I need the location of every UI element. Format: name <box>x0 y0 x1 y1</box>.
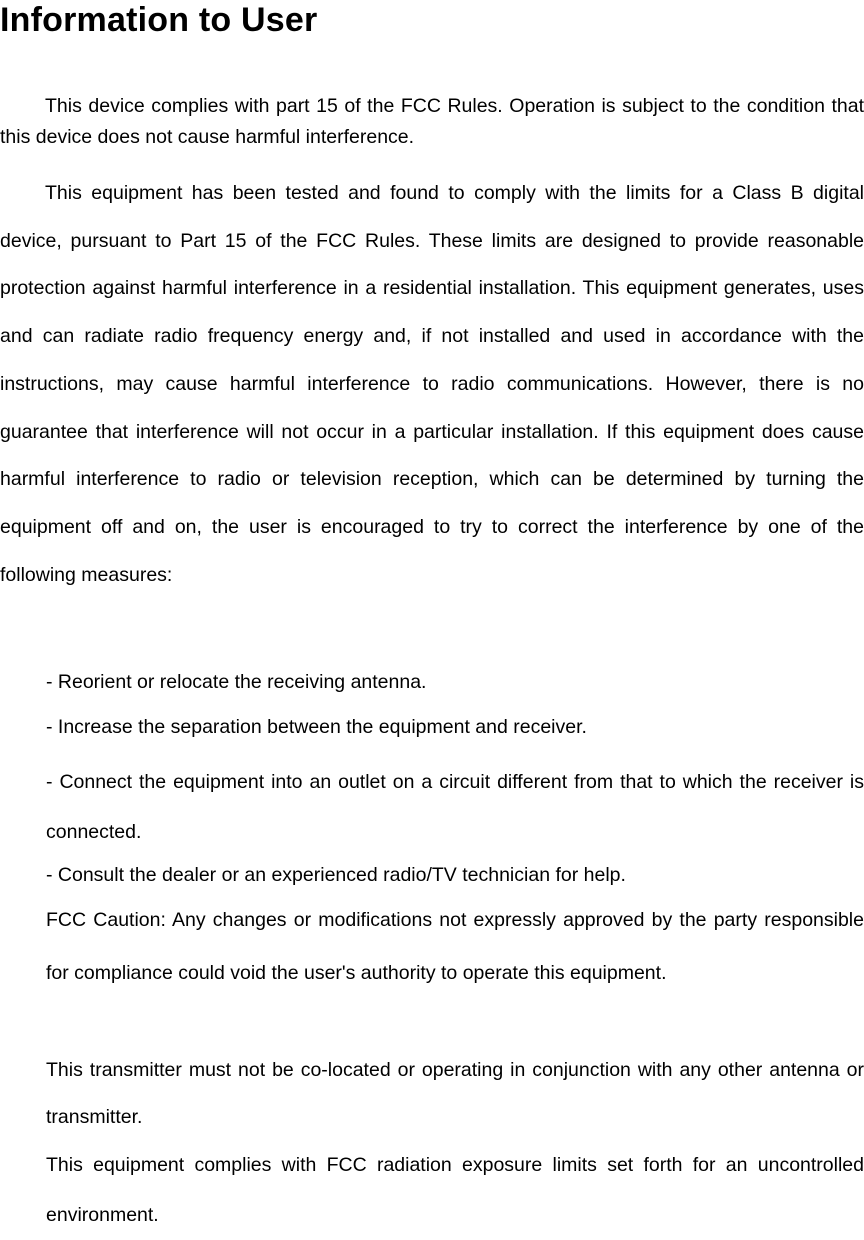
measure-item: - Connect the equipment into an outlet on a circuit different from that to which the receiver is connected. <box>46 771 864 843</box>
colocation-paragraph: This transmitter must not be co-located or operating in conjunction with any other antenna or transmitter. <box>46 1059 864 1128</box>
class-b-paragraph: This equipment has been tested and found to comply with the limits for a Class B digital device, pursuant to Part 15 of the FCC Rules. These limits are designed to provide reasonable protection against harmful interference in a residential installation. This equipment generates, uses and can radiate radio frequency energy and, if not installed and used in accordance with the instructions, may cause harmful interference to radio communications. However, there is no guarantee that interference will not occur in a particular installation. If this equipment does cause harmful interference to radio or television reception, which can be determined by turning the equipment off and on, the user is encouraged to try to correct the interference by one of the following measures: <box>0 182 864 586</box>
compliance-paragraph: This device complies with part 15 of the FCC Rules. Operation is subject to the condition that this device does not cause harmful interference. <box>0 95 864 148</box>
fcc-caution-paragraph: FCC Caution: Any changes or modifications not expressly approved by the party responsible for compliance could void the user's authority to operate this equipment. <box>46 909 864 984</box>
measure-item: - Consult the dealer or an experienced radio/TV technician for help. <box>46 864 626 886</box>
measure-item: - Increase the separation between the equipment and receiver. <box>46 716 587 738</box>
page-title: Information to User <box>0 1 318 39</box>
measure-item: - Reorient or relocate the receiving antenna. <box>46 671 427 693</box>
exposure-paragraph: This equipment complies with FCC radiation exposure limits set forth for an uncontrolled environment. <box>46 1154 864 1226</box>
